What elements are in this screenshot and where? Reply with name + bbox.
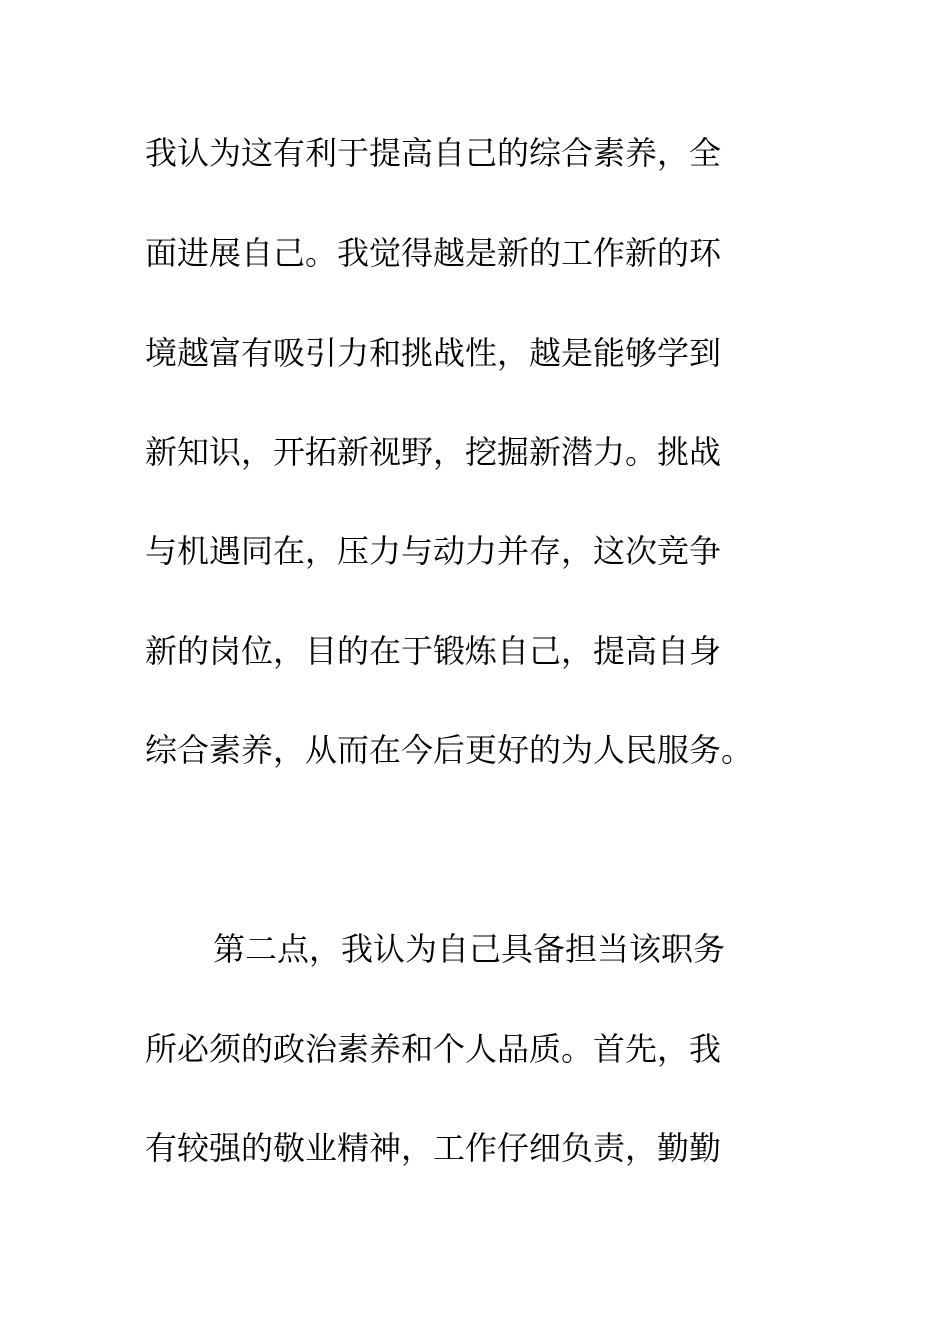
text-line: 所必须的政治素养和个人品质。首先，我 (145, 1030, 722, 1068)
text-line: 面进展自己。我觉得越是新的工作新的环 (145, 234, 722, 272)
text-line: 有较强的敬业精神，工作仔细负责，勤勤 (145, 1129, 722, 1167)
text-line: 与机遇同在，压力与动力并存，这次竞争 (145, 532, 722, 570)
text-line: 我认为这有利于提高自己的综合素养，全 (145, 134, 722, 172)
text-line: 综合素养，从而在今后更好的为人民服务。 (145, 731, 754, 769)
text-line: 境越富有吸引力和挑战性，越是能够学到 (145, 334, 722, 372)
text-line: 新知识，开拓新视野，挖掘新潜力。挑战 (145, 433, 722, 471)
paragraph-first-line: 第二点，我认为自己具备担当该职务 (213, 930, 726, 968)
text-line: 新的岗位，目的在于锻炼自己，提高自身 (145, 632, 722, 670)
